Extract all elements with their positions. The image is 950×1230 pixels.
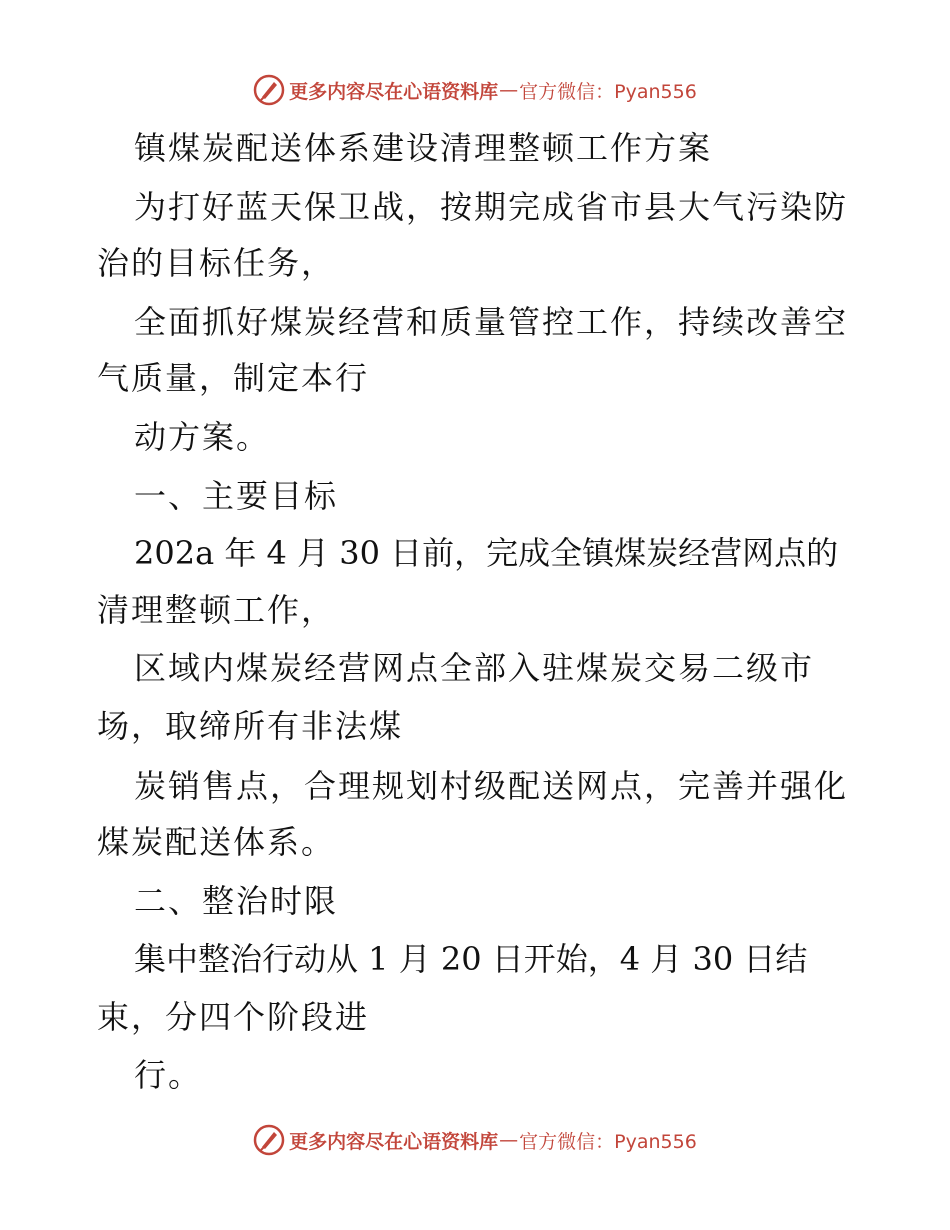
paragraph-line: 束，分四个阶段进 [97, 998, 370, 1036]
document-title: 镇煤炭配送体系建设清理整顿工作方案 [134, 129, 713, 167]
paragraph-line: 煤炭配送体系。 [97, 823, 336, 861]
section-heading: 二、整治时限 [134, 882, 339, 920]
paragraph-line: 202a 年 4 月 30 日前，完成全镇煤炭经营网点的 [134, 534, 839, 572]
banner-dash: — [499, 1129, 519, 1151]
banner-dash: — [499, 79, 519, 101]
quill-pen-logo-icon [253, 1124, 285, 1156]
header-banner [0, 70, 950, 110]
paragraph-line: 动方案。 [134, 418, 271, 456]
paragraph-line: 场，取缔所有非法煤 [97, 707, 404, 745]
paragraph-line: 全面抓好煤炭经营和质量管控工作，持续改善空 [134, 303, 849, 341]
paragraph-line: 治的目标任务， [97, 244, 336, 282]
paragraph-line: 为打好蓝天保卫战，按期完成省市县大气污染防 [134, 188, 849, 226]
paragraph-line: 区域内煤炭经营网点全部入驻煤炭交易二级市 [134, 649, 815, 687]
paragraph-line: 行。 [134, 1056, 203, 1094]
banner-main-text: 更多内容尽在心语资料库 [289, 80, 499, 103]
quill-pen-logo-icon [253, 74, 285, 106]
paragraph-line: 炭销售点，合理规划村级配送网点，完善并强化 [134, 767, 849, 805]
banner-main-text: 更多内容尽在心语资料库 [289, 1130, 499, 1153]
paragraph-line: 气质量，制定本行 [97, 359, 370, 397]
banner-wechat-text: 官方微信：Pyan556 [519, 1130, 697, 1153]
paragraph-line: 清理整顿工作， [97, 591, 336, 629]
footer-banner [0, 1120, 950, 1160]
banner-wechat-text: 官方微信：Pyan556 [519, 80, 697, 103]
section-heading: 一、主要目标 [134, 477, 339, 515]
paragraph-line: 集中整治行动从 1 月 20 日开始，4 月 30 日结 [134, 940, 808, 978]
